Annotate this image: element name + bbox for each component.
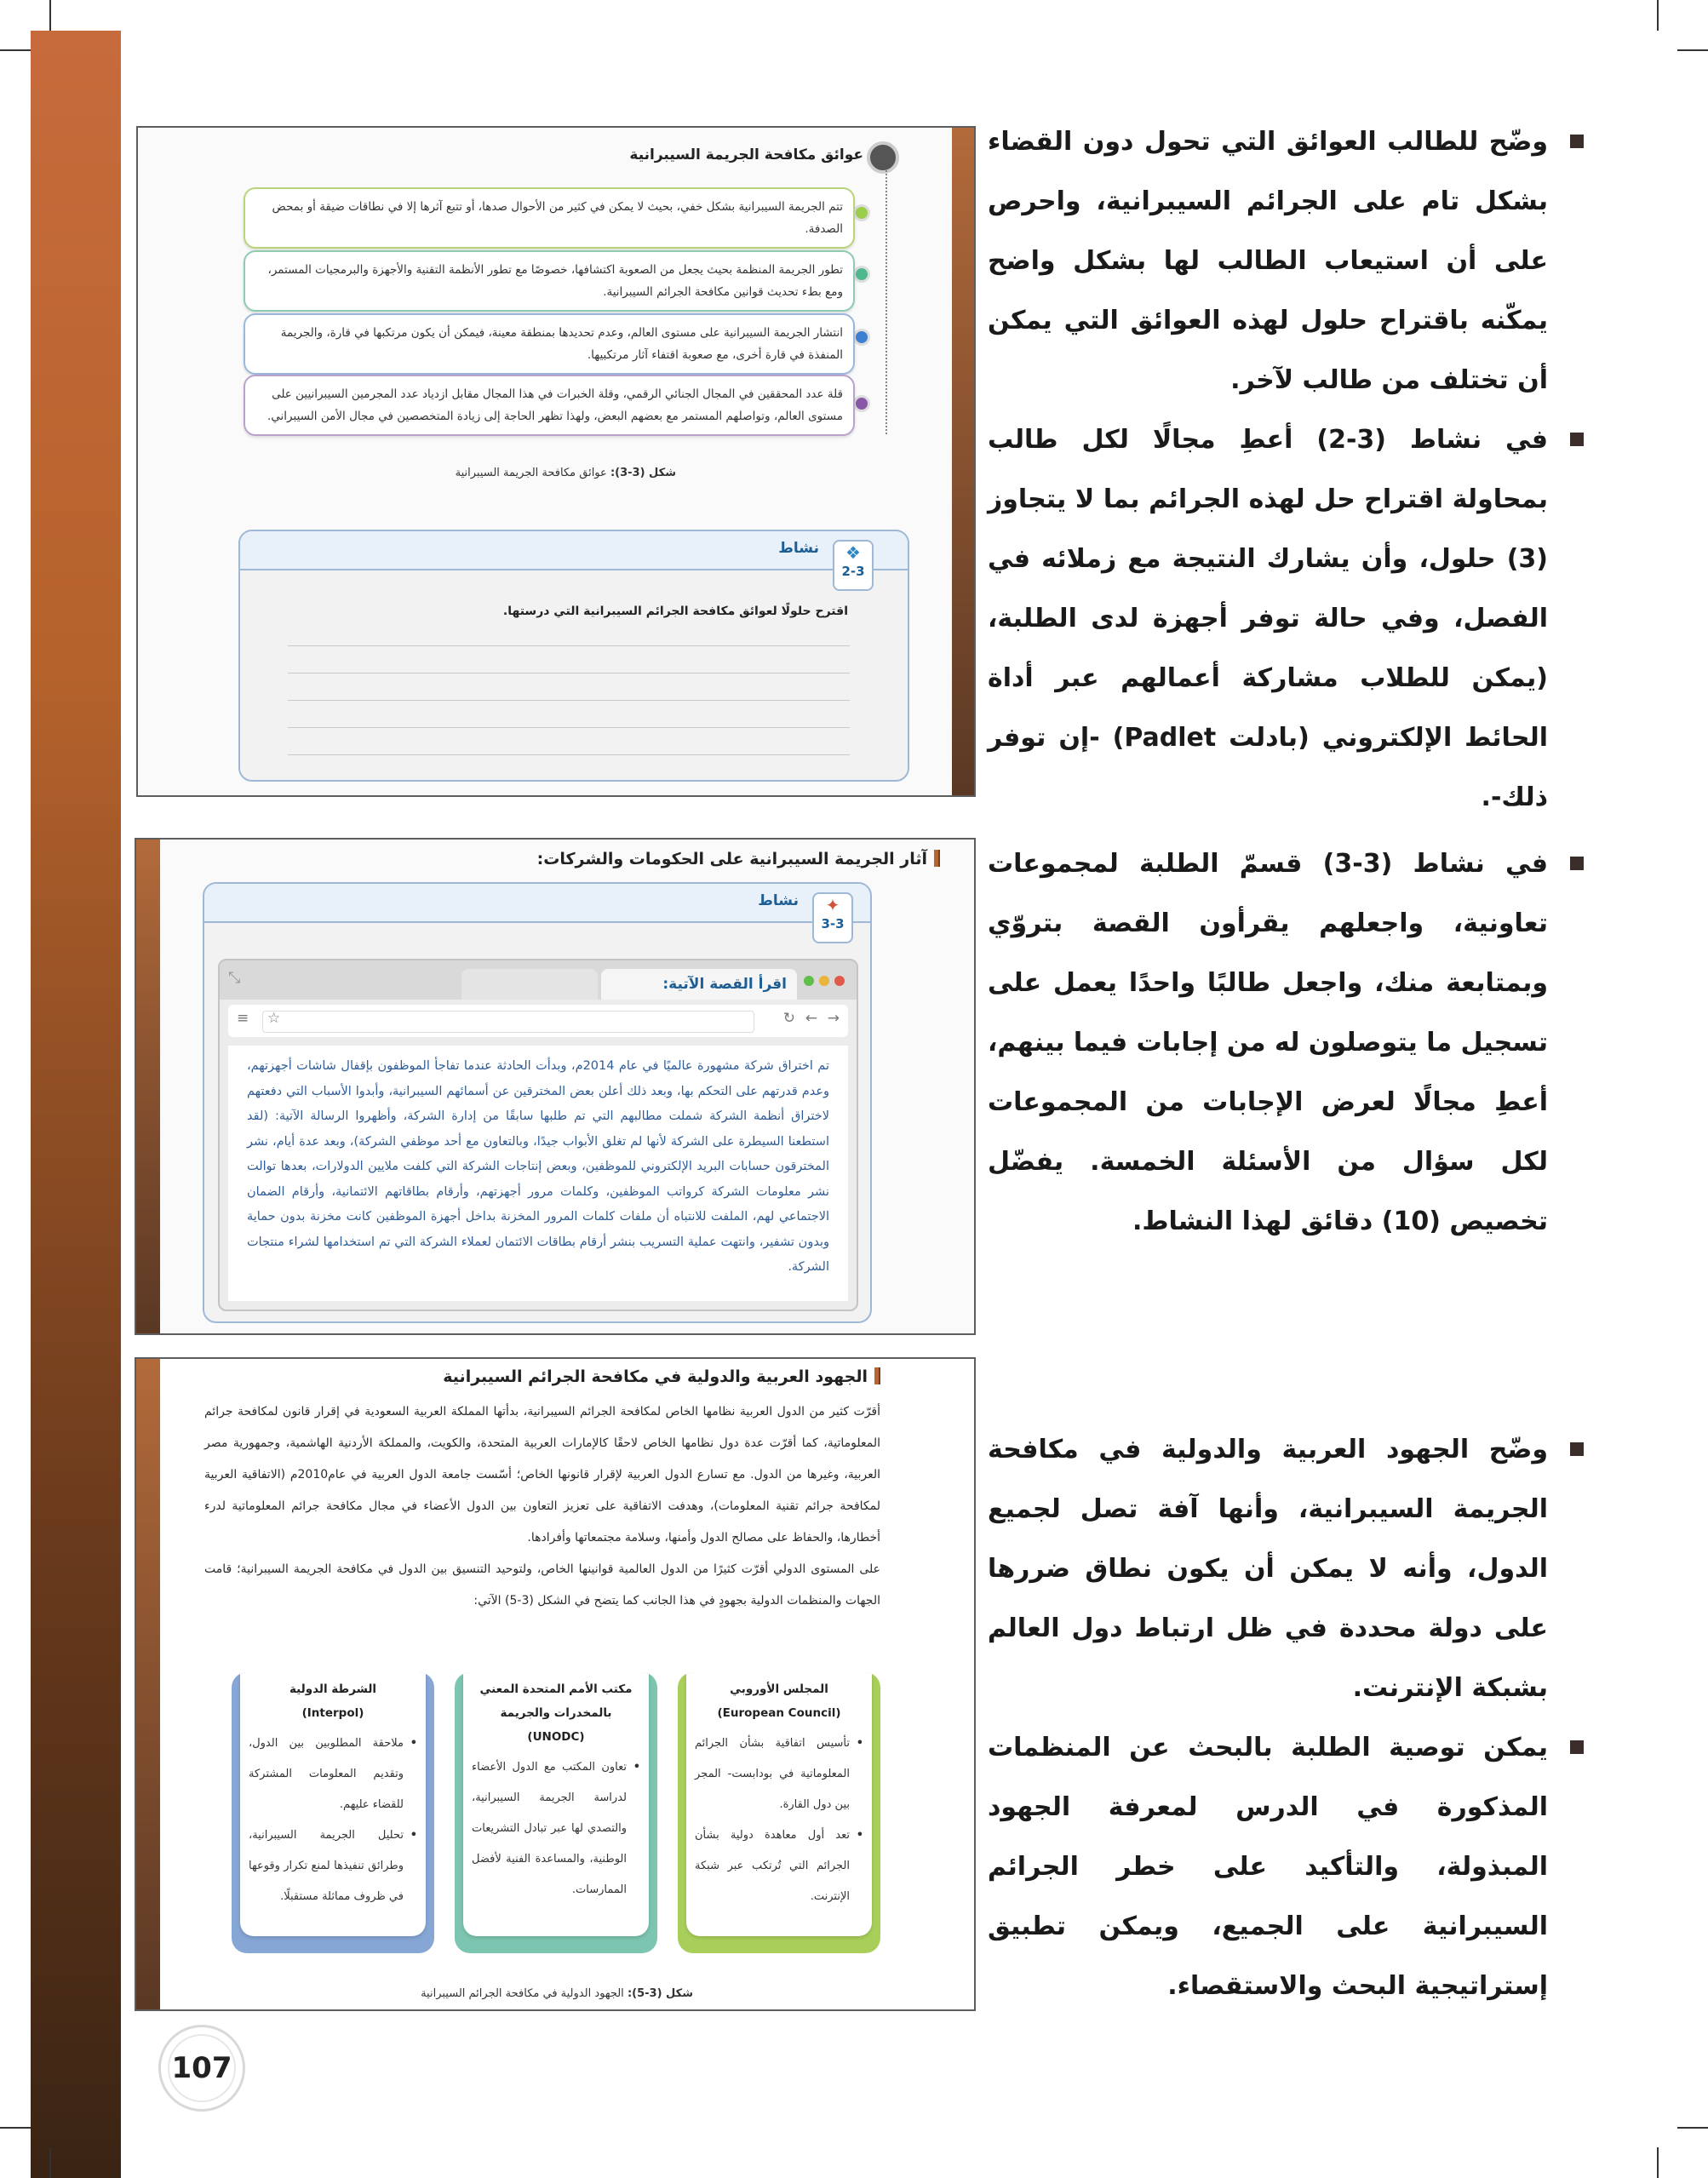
org-point: • تأسيس اتفاقية بشأن الجرائم المعلوماتية في بودابست- المجر بين دول القارة. <box>695 1728 863 1820</box>
org-points <box>695 1728 863 1912</box>
org-card-european-council <box>678 1672 880 1953</box>
caption-text: عوائق مكافحة الجريمة السيبرانية <box>455 467 607 479</box>
org-card-inner <box>686 1672 872 1936</box>
note-bullet: وضّح للطالب العوائق التي تحول دون القضاء بشكل تام على الجرائم السيبرانية، واحرص على أن استيعاب الطالب لها بشكل واضح يمكّنه باقتراح حلول لهذه العوائق التي يمكن أن تختلف من طالب لآخر. <box>988 112 1584 410</box>
crop-mark <box>49 0 51 31</box>
caption-text: الجهود الدولية في مكافحة الجرائم السيبرانية <box>421 1987 624 2000</box>
caption-label: شكل (3-5): <box>627 1987 693 2000</box>
org-points <box>249 1728 417 1912</box>
paragraph: أقرّت كثير من الدول العربية نظامها الخاص لمكافحة الجرائم السيبرانية، بدأتها المملكة العربية السعودية في إقرار قانون لمكافحة جرائم المعلوماتية، كما أقرّت عدة دول نظامها الخاص لاحقًا كالإمارات العربية المتحدة، والكويت، والمملكة الأردنية الهاشمية، وجمهورية مصر العربية، وغيرها من الدول. مع تسارع الدول العربية لإقرار قانونها الخاص؛ أسّست جامعة الدول العربية في عام2010م (الاتفاقية العربية لمكافحة جرائم تقنية المعلومات)، وهدفت الاتفاقية على تعزيز التعاون بين الدول الأعضاء في مجال مكافحة جرائم المعلوماتية لدرء أخطارها، والحفاظ على مصالح الدول وأمنها، وسلامة مجتمعاتها وأفرادها. <box>204 1405 880 1545</box>
browser-tab-empty[interactable] <box>461 969 598 1000</box>
crop-mark <box>1677 49 1708 51</box>
figure-caption <box>421 1987 693 2000</box>
panel-edge <box>136 1359 160 2009</box>
address-bar-area <box>228 1005 848 1037</box>
section-title-text: آثار الجريمة السيبرانية على الحكومات والشركات: <box>536 850 927 868</box>
panel-edge <box>136 840 160 1333</box>
connector-line <box>886 170 887 434</box>
figure-panel-impact <box>135 838 976 1335</box>
bookmark-star-icon[interactable]: ☆ <box>267 1010 281 1027</box>
org-name: الشرطة الدولية <box>289 1682 377 1696</box>
activity-prompt: اقترح حلولًا لعوائق مكافحة الجرائم السيبرانية التي درستها. <box>502 605 848 618</box>
org-card-interpol <box>232 1672 434 1953</box>
note-bullet: وضّح الجهود العربية والدولية في مكافحة الجريمة السيبرانية، وأنها آفة تصل لجميع الدول، وأنه لا يمكن أن يكون نطاق ضررها على دولة محددة في ظل ارتباط دول العالم بشبكة الإنترنت. <box>988 1420 1584 1718</box>
crop-mark <box>1677 2127 1708 2129</box>
panel-edge <box>952 128 974 795</box>
crop-mark <box>0 2127 31 2129</box>
answer-line <box>288 727 850 728</box>
activity-badge <box>812 892 853 943</box>
close-dot-icon[interactable] <box>834 976 845 986</box>
org-point: • تعد أول معاهدة دولية بشأن الجرائم التي تُرتكب عبر شبكة الإنترنت. <box>695 1820 863 1912</box>
story-text: تم اختراق شركة مشهورة عالميًا في عام 2014م، وبدأت الحادثة عندما تفاجأ الموظفون بإقفال شاشات أجهزتهم، وعدم قدرتهم على التحكم بها، وبعد ذلك أعلن بعض المخترقين عن أسمائهم السيبرانية، وأبدوا الأسباب التي دفعتهم لاختراق أنظمة الشركة شملت مطالبهم التي تم طلبها سابقًا من إدارة الشركة، وأظهروا الرسالة الآتية: (لقد استطعنا السيطرة على الشركة لأنها لم تغلق الأبواب جيدًا، وبالتعاون مع أحد موظفي الشركة)، وبعد عدة أيام، نشر المخترقون حسابات البريد الإلكتروني للموظفين، وبعض إنتاجات الشركة التي كلفت ملايين الدولارات، بعدها توالت نشر معلومات الشركة كرواتب الموظفين، وكلمات مرور أجهزتهم، وأرقام بطاقاتهم الائتمانية، وأرقام الضمان الاجتماعي لهم، الملفت للانتباه أن ملفات كلمات المرور المخزنة بداخل أجهزة الموظفين كانت مخزنة بدون حماية وبدون تشفير، وانتهت عملية التسريب بنشر أرقام بطاقات الائتمان لعملاء الشركة التي تم استخدامها لشراء منتجات الشركة. <box>228 1046 848 1301</box>
browser-window <box>218 959 858 1311</box>
org-title <box>463 1672 649 1749</box>
org-card-inner <box>463 1672 649 1936</box>
page-number: 107 <box>158 2025 245 2112</box>
figure-panel-obstacles <box>136 126 976 797</box>
crop-mark <box>0 49 31 51</box>
node-icon <box>853 329 870 346</box>
notes-block-1 <box>988 112 1584 828</box>
obstacle-item: تطور الجريمة المنظمة بحيث يجعل من الصعوبة اكتشافها، خصوصًا مع تطور الأنظمة التقنية والأجهزة والبرمجيات المستمر، ومع بطء تحديث قوانين مكافحة الجرائم السيبرانية. <box>244 250 855 312</box>
org-subtitle: (European Council) <box>717 1706 841 1720</box>
bullet-circle-icon <box>867 141 899 174</box>
notes-block-3 <box>988 1420 1584 2016</box>
menu-icon[interactable]: ≡ <box>237 1010 249 1027</box>
maximize-dot-icon[interactable] <box>804 976 814 986</box>
body-text <box>204 1396 880 1617</box>
title-marker <box>874 1367 880 1384</box>
url-input[interactable] <box>262 1011 754 1033</box>
section-title-text: الجهود العربية والدولية في مكافحة الجرائم السيبرانية <box>443 1367 868 1386</box>
activity-label: نشاط <box>778 540 819 557</box>
org-subtitle: (Interpol) <box>301 1706 364 1720</box>
section-title <box>443 1367 880 1386</box>
node-icon <box>853 395 870 412</box>
figure-caption <box>456 467 676 479</box>
crop-mark <box>1657 0 1659 31</box>
section-title <box>537 850 940 868</box>
activity-icon: ✦ <box>825 895 840 915</box>
node-icon <box>853 204 870 221</box>
activity-number: 2-3 <box>841 564 865 579</box>
browser-tab[interactable]: اقرأ القصة الآتية: <box>601 969 797 1000</box>
figure-panel-efforts <box>135 1357 976 2011</box>
activity-icon: ❖ <box>845 542 861 563</box>
obstacle-item: تتم الجريمة السيبرانية بشكل خفي، بحيث لا يمكن في كثير من الأحوال صدها، أو تتبع آثرها إلا في نطاقات ضيقة أو بمحض الصدفة. <box>244 187 855 249</box>
obstacle-item: انتشار الجريمة السيبرانية على مستوى العالم، وعدم تحديدها بمنطقة معينة، فيمكن أن يكون مرتكبها في قارة، والجريمة المنفذة في قارة أخرى، مع صعوبة اقتفاء آثار مرتكبيها. <box>244 313 855 375</box>
node-icon <box>853 266 870 283</box>
refresh-icon[interactable]: ↻ <box>782 1010 795 1027</box>
org-subtitle: (UNODC) <box>527 1730 585 1744</box>
back-arrow-icon[interactable]: ← <box>805 1010 817 1027</box>
org-point: • ملاحقة المطلوبين بين الدول، وتقديم المعلومات المشتركة للقضاء عليهم. <box>249 1728 417 1820</box>
org-name: المجلس الأوروبي <box>730 1682 828 1696</box>
org-title <box>240 1672 426 1725</box>
resize-icon[interactable]: ⤡ <box>228 969 241 987</box>
obstacle-item: قلة عدد المحققين في المجال الجنائي الرقمي، وقلة الخبرات في هذا المجال مقابل ازدياد عدد المجرمين السيبرانيين على مستوى العالم، وتواصلهم المستمر مع بعضهم البعض، ولهذا تظهر الحاجة إلى زيادة المتخصصين في مجال الأمن السيبراني. <box>244 375 855 436</box>
activity-number: 3-3 <box>821 916 845 931</box>
paragraph: على المستوى الدولي أقرّت كثيرًا من الدول العالمية قوانينها الخاص، ولتوحيد التنسيق بين الدول في مكافحة الجريمة السيبرانية؛ قامت الجهات والمنظمات الدولية بجهودٍ في هذا الجانب كما يتضح في الشكل (3-5) الآتي: <box>204 1562 880 1608</box>
caption-label: شكل (3-3): <box>610 467 676 479</box>
crop-mark <box>49 2147 51 2178</box>
note-bullet: في نشاط (3-3) قسمّ الطلبة لمجموعات تعاونية، واجعلهم يقرأون القصة بتروّي وبمتابعة منك، واجعل طالبًا واحدًا يعمل على تسجيل ما يتوصلون له من إجابات فيما بينهم، أعطِ مجالًا لعرض الإجابات من المجموعات لكل سؤال من الأسئلة الخمسة. يفضّل تخصيص (10) دقائق لهذا النشاط. <box>988 834 1584 1252</box>
title-marker <box>934 850 940 867</box>
activity-card <box>203 882 872 1323</box>
activity-label: نشاط <box>758 892 799 909</box>
org-card-unodc <box>455 1672 657 1953</box>
note-bullet: يمكن توصية الطلبة بالبحث عن المنظمات المذكورة في الدرس لمعرفة الجهود المبذولة، والتأكيد على خطر الجرائم السيبرانية على الجميع، ويمكن تطبيق إستراتيجية البحث والاستقصاء. <box>988 1718 1584 2016</box>
org-name: مكتب الأمم المتحدة المعني بالمخدرات والجريمة <box>479 1682 633 1720</box>
crop-mark <box>1657 2147 1659 2178</box>
answer-line <box>288 645 850 646</box>
org-points <box>472 1752 640 1906</box>
answer-line <box>288 754 850 755</box>
answer-line <box>288 700 850 701</box>
notes-block-2 <box>988 834 1584 1252</box>
forward-arrow-icon[interactable]: → <box>827 1010 840 1027</box>
decorative-sidebar <box>31 31 121 2178</box>
activity-badge <box>833 540 874 591</box>
org-card-inner <box>240 1672 426 1936</box>
org-point: • تعاون المكتب مع الدول الأعضاء لدراسة الجريمة السيبرانية، والتصدي لها عبر تبادل التشريعات الوطنية، والمساعدة الفنية لأفضل الممارسات. <box>472 1752 640 1906</box>
activity-card <box>238 530 909 782</box>
figure-title: عوائق مكافحة الجريمة السيبرانية <box>629 146 863 163</box>
minimize-dot-icon[interactable] <box>819 976 829 986</box>
org-point: • تحليل الجريمة السيبرانية، وطرائق تنفيذها لمنع تكرار وقوعها في ظروف مماثلة مستقبلًا. <box>249 1820 417 1912</box>
note-bullet: في نشاط (3-2) أعطِ مجالًا لكل طالب بمحاولة اقتراح حل لهذه الجرائم بما لا يتجاوز (3) حلول، وأن يشارك النتيجة مع زملائه في الفصل، وفي حالة توفر أجهزة لدى الطلبة، (يمكن للطلاب مشاركة أعمالهم عبر أداة الحائط الإلكتروني (بادلت Padlet) -إن توفر ذلك-. <box>988 410 1584 828</box>
org-title <box>686 1672 872 1725</box>
